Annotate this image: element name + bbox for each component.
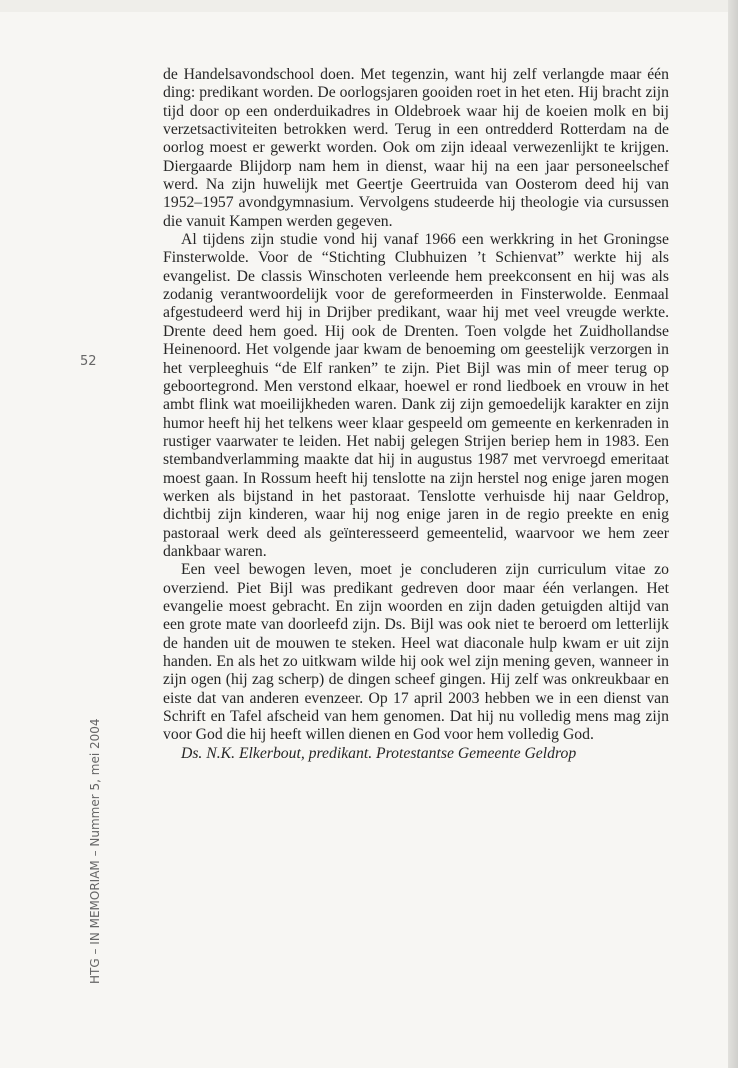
article-body [163, 66, 669, 763]
page-top-margin [0, 0, 738, 12]
page-number: 52 [80, 354, 97, 369]
author-signature: Ds. N.K. Elkerbout, predikant. Protestantse Gemeente Geldrop [181, 744, 577, 762]
paragraph-1: de Handelsavondschool doen. Met tegenzin, want hij zelf verlangde maar één ding: predikant worden. De oorlogsjaren gooiden roet in het eten. Hij bracht zijn tijd door op een onderduikadres in Oldebroek waar hij de koeien molk en bij verzetsactiviteiten betrokken werd. Terug in een ontredderd Rotterdam na de oorlog moest er gewerkt worden. Ook om zijn ideaal verwezenlijkt te krijgen. Diergaarde Blijdorp nam hem in dienst, waar hij na een jaar personeelschef werd. Na zijn huwelijk met Geertje Geertruida van Oosterom deed hij van 1952–1957 avondgymnasium. Vervolgens studeerde hij theologie via cursussen die vanuit Kampen werden gegeven. [163, 66, 669, 230]
running-head: HTG – IN MEMORIAM – Nummer 5, mei 2004 [88, 718, 102, 984]
paragraph-3: Een veel bewogen leven, moet je concluderen zijn curriculum vitae zo overziend. Piet Bijl was predikant gedreven door maar één verlangen. Het evangelie moest gebracht. En zijn woorden en zijn daden getuigden altijd van een grote mate van doorleefd zijn. Ds. Bijl was ook niet te beroerd om letterlijk de handen uit de mouwen te steken. Heel wat diaconale hulp kwam er uit zijn handen. En als het zo uitkwam wilde hij ook wel zijn mening geven, wanneer in zijn ogen (hij zag scherp) de dingen scheef gingen. Hij zelf was onkreukbaar en eiste dat van anderen evenzeer. Op 17 april 2003 hebben we in een dienst van Schrift en Tafel afscheid van hem genomen. Dat hij nu volledig mens mag zijn voor God die hij heeft willen dienen en God voor hem volledig God. [163, 561, 669, 744]
page-edge-shadow [728, 0, 738, 1068]
paragraph-2: Al tijdens zijn studie vond hij vanaf 1966 een werkkring in het Groningse Finsterwolde. Voor de “Stichting Clubhuizen ’t Schienvat” werkte hij als evangelist. De classis Winschoten verleende hem preekconsent en hij was als zodanig verantwoordelijk voor de gereformeerden in Finsterwolde. Eenmaal afgestudeerd werd hij in Drijber predikant, waar hij met veel vreugde werkte. Drente deed hem goed. Hij ook de Drenten. Toen volgde het Zuidhollandse Heinenoord. Het volgende jaar kwam de benoeming om geestelijk verzorgen in het verpleeghuis “de Elf ranken” te zijn. Piet Bijl was min of meer terug op geboortegrond. Men verstond elkaar, hoewel er rond liedboek en vrouw in het ambt flink wat moeilijkheden waren. Dank zij zijn gemoedelijk karakter en zijn humor heeft hij het telkens weer klaar gespeeld om gemeente en kerkenraden in rustiger vaarwater te leiden. Het nabij gelegen Strijen beriep hem in 1983. Een stembandverlamming maakte dat hij in augustus 1987 met vervroegd emeritaat moest gaan. In Rossum heeft hij tenslotte na zijn herstel nog enige jaren mogen werken als bijstand in het pastoraat. Tenslotte verhuisde hij naar Geldrop, dichtbij zijn kinderen, waar hij nog enige jaren in de regio preekte en enig pastoraal werk deed als geïnteresseerd gemeentelid, waarvoor we hem zeer dankbaar waren. [163, 231, 669, 560]
